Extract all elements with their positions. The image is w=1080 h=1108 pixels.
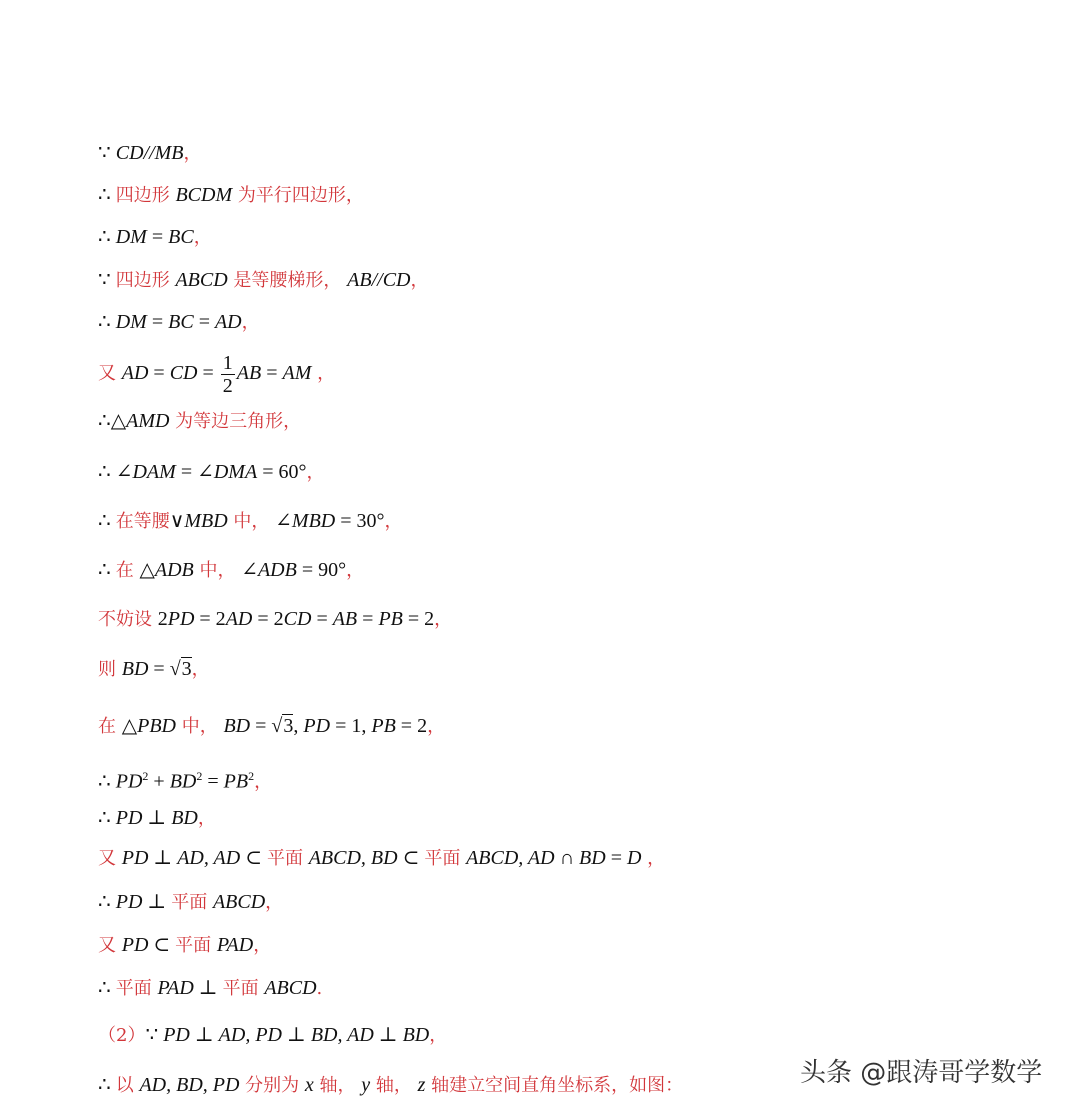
math-text: PD — [115, 807, 143, 829]
chinese-text: 分别为 — [239, 1075, 305, 1096]
math-text: PD — [163, 1024, 190, 1046]
math-text: AD, PD — [218, 1024, 282, 1046]
math-text: PD — [167, 608, 195, 630]
chinese-text: 中， — [193, 560, 242, 581]
math-text: AD, AD — [177, 847, 241, 869]
math-text: PB — [371, 715, 396, 737]
proof-line — [98, 889, 283, 916]
math-text: ∴△ — [98, 410, 127, 432]
math-text: CD — [169, 362, 198, 385]
math-text: MBD — [291, 510, 336, 532]
math-text: = — [311, 608, 333, 630]
math-text: ABCD — [264, 977, 317, 999]
proof-line — [98, 557, 364, 584]
chinese-text: ， — [254, 771, 273, 793]
math-text: ∠ — [241, 559, 258, 581]
math-text: △ — [121, 715, 138, 737]
math-text: = — [357, 608, 379, 630]
superscript: 2 — [196, 769, 203, 783]
chinese-text: 为等边三角形， — [169, 411, 302, 432]
math-text: ⊥ — [373, 1024, 403, 1046]
math-text: BD — [223, 715, 251, 737]
chinese-text: ， — [241, 312, 260, 333]
chinese-text: 四边形 — [115, 185, 176, 206]
math-text: ⊥ — [193, 977, 223, 999]
math-text: ⊂ — [397, 847, 425, 869]
chinese-text: ， — [183, 143, 202, 164]
math-text: = 60° — [257, 461, 307, 483]
math-text: ABCD — [212, 891, 266, 913]
chinese-text: ， — [427, 716, 446, 737]
math-text: AB//CD — [347, 269, 411, 291]
proof-line — [98, 932, 271, 959]
math-text: ∴ — [98, 770, 116, 793]
chinese-text: 在 — [98, 716, 122, 737]
math-text: ADB — [257, 559, 297, 581]
math-text: = 30° — [335, 510, 385, 532]
math-text: AB — [332, 608, 358, 630]
math-text: CD//MB — [115, 142, 184, 164]
math-text: ∴ — [98, 184, 116, 206]
chinese-text: ， — [197, 808, 216, 829]
proof-line — [98, 1072, 683, 1099]
chinese-text: ， — [311, 363, 336, 385]
proof-line — [98, 309, 260, 336]
superscript: 2 — [248, 769, 255, 783]
chinese-text: 又 — [98, 363, 122, 385]
math-text: ∴ — [98, 510, 116, 532]
math-text: ABCD — [175, 269, 228, 291]
math-text: ⊂ — [148, 934, 176, 956]
math-text: PD — [121, 847, 149, 869]
proof-line — [98, 763, 272, 796]
chinese-text: ， — [265, 892, 284, 913]
chinese-text: 又 — [98, 935, 122, 956]
proof-line — [98, 352, 335, 397]
math-text: x — [304, 1074, 314, 1096]
math-text: ⊥ — [148, 847, 178, 869]
math-text: BD — [171, 807, 198, 829]
math-text: PAD — [157, 977, 194, 999]
math-text: = — [605, 847, 627, 869]
math-text: ∵ — [98, 269, 116, 291]
chinese-text: ， — [641, 848, 666, 869]
radical-sign-icon: √ — [169, 658, 181, 680]
radical-sign-icon: √ — [271, 715, 283, 737]
square-root — [170, 656, 192, 682]
proof-line — [98, 606, 452, 633]
proof-line — [98, 459, 324, 486]
math-text: ABCD, BD — [308, 847, 398, 869]
math-text: ∠ — [275, 510, 292, 532]
proof-line — [98, 182, 364, 209]
chinese-text: 是等腰梯形， — [227, 270, 348, 291]
chinese-text: 轴， — [313, 1075, 362, 1096]
math-text: z — [417, 1074, 426, 1096]
math-text: DMA — [213, 461, 258, 483]
chinese-text: ， — [434, 609, 453, 630]
chinese-text: 平面 — [175, 935, 217, 956]
math-text: = ∠ — [175, 461, 214, 483]
proof-line — [98, 508, 403, 535]
chinese-text: 平面 — [171, 892, 213, 913]
fraction — [221, 352, 235, 397]
chinese-text: 中， — [176, 716, 224, 737]
math-text: BD — [402, 1024, 430, 1046]
math-text: ∴ — [98, 559, 116, 581]
math-text: BD — [121, 658, 149, 680]
chinese-text: . — [316, 978, 323, 999]
math-text: AD, BD, PD — [139, 1074, 240, 1096]
proof-line — [98, 140, 202, 167]
chinese-text: 平面 — [424, 848, 467, 869]
chinese-text: ， — [193, 227, 212, 248]
chinese-text: 又 — [98, 848, 122, 869]
proof-line — [98, 656, 210, 683]
math-text: = 1, — [330, 715, 372, 737]
proof-line — [98, 267, 428, 294]
chinese-text: ， — [191, 659, 210, 680]
math-text: y — [361, 1074, 371, 1096]
math-text: ∴ — [98, 226, 116, 248]
math-text: ⊥ — [189, 1024, 219, 1046]
math-text: BD — [579, 847, 606, 869]
chinese-text: ， — [306, 462, 325, 483]
math-text: PAD — [216, 934, 254, 956]
math-text: BC — [168, 226, 194, 248]
proof-line — [98, 1022, 447, 1049]
fraction-part: 2 — [222, 375, 233, 397]
math-text: PD — [121, 934, 149, 956]
fraction-part: 1 — [222, 352, 233, 374]
proof-line — [98, 805, 216, 832]
math-text: BC — [168, 311, 194, 333]
math-text: D — [627, 847, 642, 869]
chinese-text: （2） — [98, 1025, 146, 1046]
math-text: = — [148, 362, 170, 385]
math-text: = — [193, 311, 215, 333]
math-text: , — [293, 715, 304, 737]
math-text: ∵ — [145, 1024, 164, 1046]
math-text: ∴ ∠ — [98, 461, 133, 483]
chinese-text: 以 — [115, 1075, 140, 1096]
math-text: ∩ — [554, 847, 580, 869]
math-text: ABCD, AD — [466, 847, 555, 869]
chinese-text: 在等腰 — [115, 511, 170, 532]
chinese-text: 不妨设 — [98, 609, 158, 630]
math-text: CD — [283, 608, 312, 630]
math-text: = 90° — [296, 559, 347, 581]
math-text: PD — [115, 770, 143, 793]
math-text: ∴ — [98, 807, 116, 829]
math-text: = 2 — [395, 715, 428, 737]
math-text: ∨ — [169, 510, 185, 532]
math-text: ADB — [154, 559, 194, 581]
math-text: BCDM — [175, 184, 233, 206]
chinese-text: ， — [410, 270, 429, 291]
math-text: = — [146, 311, 169, 333]
chinese-text: 平面 — [115, 978, 158, 999]
chinese-text: 四边形 — [115, 270, 176, 291]
math-text: = — [146, 226, 169, 248]
math-text: MBD — [184, 510, 228, 532]
math-text: 2 — [157, 608, 168, 630]
square-root — [271, 713, 293, 739]
math-text: PD — [115, 891, 143, 913]
math-text: ∴ — [98, 311, 116, 333]
math-text: BD, AD — [310, 1024, 374, 1046]
math-text: DAM — [132, 461, 176, 483]
radicand: 3 — [181, 658, 192, 680]
superscript: 2 — [142, 769, 149, 783]
chinese-text: 中， — [227, 511, 276, 532]
chinese-text: 轴建立空间直角坐标系，如图： — [425, 1075, 684, 1096]
math-text: = — [250, 715, 272, 737]
chinese-text: 为平行四边形， — [232, 185, 364, 206]
math-text: PD — [303, 715, 331, 737]
proof-line — [98, 975, 322, 1002]
math-text: ∵ — [98, 142, 116, 164]
chinese-text: ， — [429, 1025, 448, 1046]
chinese-text: 平面 — [222, 978, 265, 999]
math-text: BD — [169, 770, 197, 793]
math-text: ⊥ — [282, 1024, 311, 1046]
math-text: = — [202, 770, 224, 793]
math-text: = — [197, 362, 219, 385]
chinese-text: ， — [253, 935, 272, 956]
math-text: = 2 — [402, 608, 435, 630]
chinese-text: ， — [346, 560, 365, 581]
math-text: ∴ — [98, 891, 116, 913]
proof-line — [98, 713, 445, 740]
math-text: PB — [223, 770, 249, 793]
math-text: ⊥ — [142, 891, 172, 913]
math-text: AM — [282, 362, 312, 385]
math-text: = — [148, 658, 170, 680]
math-text: △ — [139, 559, 155, 581]
math-text: AB — [236, 362, 262, 385]
watermark: 头条 @跟涛哥学数学 — [800, 1058, 1043, 1088]
math-text: = 2 — [252, 608, 284, 630]
chinese-text: 在 — [115, 560, 140, 581]
math-text: AD — [225, 608, 253, 630]
math-text: = — [261, 362, 283, 385]
chinese-text: 轴， — [370, 1075, 418, 1096]
radicand: 3 — [283, 715, 294, 737]
proof-line — [98, 224, 212, 251]
chinese-text: ， — [384, 511, 403, 532]
math-text: PBD — [137, 715, 177, 737]
math-text: ∴ — [98, 977, 116, 999]
math-text: DM — [115, 226, 147, 248]
math-text: = 2 — [194, 608, 226, 630]
math-text: AD — [121, 362, 149, 385]
math-text: DM — [115, 311, 147, 333]
math-text: PB — [378, 608, 403, 630]
math-text: AD — [214, 311, 242, 333]
proof-line — [98, 845, 665, 872]
proof-line — [98, 408, 301, 435]
math-text: ∴ — [98, 1074, 116, 1096]
math-text: AMD — [126, 410, 170, 432]
math-text: + — [148, 770, 170, 793]
chinese-text: 平面 — [266, 848, 309, 869]
math-text: ⊥ — [142, 807, 172, 829]
chinese-text: 则 — [98, 659, 122, 680]
math-text: ⊂ — [240, 847, 267, 869]
